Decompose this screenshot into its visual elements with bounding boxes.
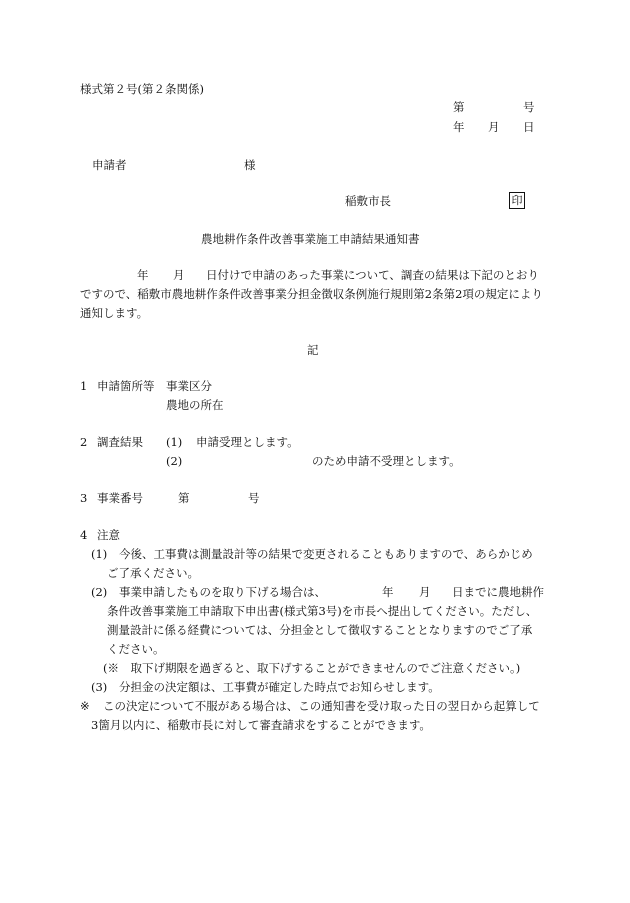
item2-opt2-number: (2) xyxy=(166,454,183,468)
date-year: 年 xyxy=(453,120,465,134)
seal-mark: 印 xyxy=(509,192,525,209)
item2-opt1-number: (1) xyxy=(166,435,183,449)
item1-sub1: 事業区分 xyxy=(166,379,212,393)
note1-line2: ご了承ください。 xyxy=(107,566,199,580)
doc-no-dai: 第 xyxy=(453,100,465,114)
note2-line3: 測量設計に係る経費については、分担金として徴収することとなりますのでご了承 xyxy=(107,623,533,637)
item2-number: 2 xyxy=(80,435,88,449)
item3-label: 事業番号 xyxy=(97,491,143,505)
form-number: 様式第２号(第２条関係) xyxy=(80,82,204,96)
intro-line2: ですので、稲敷市農地耕作条件改善事業分担金徴収条例施行規則第2条第2項の規定により xyxy=(80,287,543,301)
item3-dai: 第 xyxy=(178,491,190,505)
item3-number: 3 xyxy=(80,491,88,505)
item2-opt1-text: 申請受理とします。 xyxy=(196,435,299,449)
note1-number: (1) xyxy=(91,547,108,561)
footnote-mark: ※ xyxy=(80,699,90,713)
item1-number: 1 xyxy=(80,379,88,393)
doc-no-go: 号 xyxy=(523,100,535,114)
item3-go: 号 xyxy=(248,491,260,505)
item4-number: 4 xyxy=(80,528,88,542)
item2-label: 調査結果 xyxy=(97,435,143,449)
note3-number: (3) xyxy=(91,680,108,694)
item2-opt2-text: のため申請不受理とします。 xyxy=(312,454,461,468)
note2-caution: (※ 取下げ期限を過ぎると、取下げすることができませんのでご注意ください。) xyxy=(103,661,521,675)
footnote-line2: 3箇月以内に、稲敷市長に対して審査請求をすることができます。 xyxy=(91,718,431,732)
note2-line1a: 事業申請したものを取り下げる場合は、 xyxy=(119,585,326,599)
date-month: 月 xyxy=(488,120,500,134)
note2-line2: 条件改善事業施工申請取下申出書(様式第3号)を市長へ提出してください。ただし、 xyxy=(107,604,538,618)
note2-number: (2) xyxy=(91,585,108,599)
item1-label: 申請箇所等 xyxy=(97,379,155,393)
document-title: 農地耕作条件改善事業施工申請結果通知書 xyxy=(201,232,420,246)
intro-line1: 日付けで申請のあった事業について、調査の結果は下記のとおり xyxy=(206,268,539,282)
footnote-line1: この決定について不服がある場合は、この通知書を受け取った日の翌日から起算して xyxy=(103,699,540,713)
note1-line1: 今後、工事費は測量設計等の結果で変更されることもありますので、あらかじめ xyxy=(119,547,533,561)
ki-heading: 記 xyxy=(307,343,319,357)
note2-year: 年 xyxy=(382,585,394,599)
note2-line1b: 日までに農地耕作 xyxy=(452,585,544,599)
item1-sub2: 農地の所在 xyxy=(166,398,224,412)
note3-text: 分担金の決定額は、工事費が確定した時点でお知らせします。 xyxy=(119,680,440,694)
applicant-sama: 様 xyxy=(244,158,256,172)
applicant-label: 申請者 xyxy=(92,158,127,172)
intro-month: 月 xyxy=(173,268,185,282)
note2-month: 月 xyxy=(419,585,431,599)
intro-year: 年 xyxy=(137,268,149,282)
note2-line4: ください。 xyxy=(107,642,165,656)
intro-line3: 通知します。 xyxy=(80,306,149,320)
date-day: 日 xyxy=(523,120,535,134)
item4-label: 注意 xyxy=(97,528,120,542)
issuer-name: 稲敷市長 xyxy=(345,194,391,208)
